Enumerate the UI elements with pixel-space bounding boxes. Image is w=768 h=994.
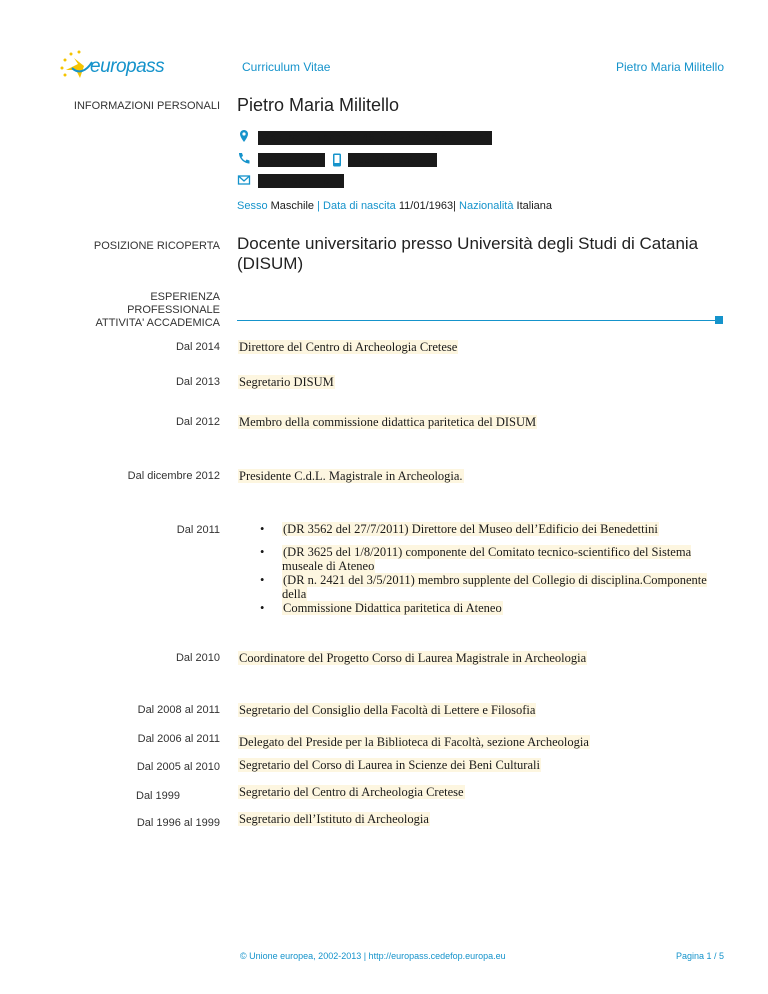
bullet-item: • (DR n. 2421 del 3/5/2011) membro supplente del Collegio di disciplina.Componente della <box>260 573 730 601</box>
bullet-list <box>260 545 730 615</box>
entry-date: Dal dicembre 2012 <box>127 470 220 482</box>
phone-field <box>258 151 437 169</box>
entry-date: Dal 1996 al 1999 <box>136 817 220 829</box>
address-field <box>258 129 492 147</box>
bullet-item: • (DR 3625 del 1/8/2011) componente del Comitato tecnico-scientifico del Sistema museale di Ateneo <box>260 545 730 573</box>
address-redacted: Via Grotte Bianche 146, 95129, Catania (Italia) <box>258 131 492 145</box>
position-title <box>237 234 698 274</box>
location-icon <box>237 129 251 143</box>
entry-date: Dal 1999 <box>136 790 181 802</box>
entry-text: Segretario del Centro di Archeologia Cretese <box>239 785 464 799</box>
entry-text: Segretario dell’Istituto di Archeologia <box>239 812 429 826</box>
header-title: Curriculum Vitae <box>242 60 331 74</box>
section-label-position: POSIZIONE RICOPERTA <box>93 240 220 252</box>
sex-value: Maschile <box>270 200 315 212</box>
entry-date: Dal 2008 al 2011 <box>137 704 220 716</box>
entry-text: Direttore del Centro di Archeologia Cretese <box>239 340 458 354</box>
entry-text: Segretario del Corso di Laurea in Scienze dei Beni Culturali <box>239 758 540 772</box>
footer-page-number: Pagina 1 / 5 <box>675 951 724 961</box>
position-line-1: Docente universitario presso Università degli Studi di Catania <box>237 234 699 253</box>
email-icon <box>237 173 251 187</box>
experience-label-1: ESPERIENZA <box>150 291 220 303</box>
phone-redacted: +390957102 <box>258 153 325 167</box>
person-name: Pietro Maria Militello <box>237 95 400 115</box>
entry-date: Dal 2005 al 2010 <box>136 761 220 773</box>
experience-label-3: ATTIVITA' ACCADEMICA <box>95 317 220 329</box>
footer-copyright: © Unione europea, 2002-2013 | http://europass.cedefop.europa.eu <box>240 951 506 961</box>
entry-text: Segretario del Consiglio della Facoltà di Lettere e Filosofia <box>239 703 536 717</box>
entry-date: Dal 2012 <box>175 416 220 428</box>
experience-label-2: PROFESSIONALE <box>127 304 220 316</box>
email-field <box>258 172 344 190</box>
section-label-experience <box>95 291 220 330</box>
separator: | <box>317 200 320 212</box>
europass-logo-text: europass <box>90 56 165 77</box>
bullet-item: • (DR 3562 del 27/7/2011) Direttore del Museo dell’Edificio dei Benedettini <box>260 522 659 536</box>
sex-label: Sesso <box>237 200 268 212</box>
personal-details-line <box>237 200 552 212</box>
email-redacted: militello@unict.it <box>258 174 344 188</box>
mobile-icon <box>332 153 342 167</box>
section-divider-square <box>715 316 723 324</box>
entry-text: Coordinatore del Progetto Corso di Laurea Magistrale in Archeologia <box>239 651 587 665</box>
birth-label: Data di nascita <box>323 200 396 212</box>
entry-date: Dal 2014 <box>175 341 220 353</box>
birth-value: 11/01/1963| <box>398 200 456 212</box>
header-name: Pietro Maria Militello <box>615 60 724 74</box>
nationality-value: Italiana <box>516 200 552 212</box>
entry-date: Dal 2013 <box>175 376 220 388</box>
entry-date: Dal 2010 <box>175 652 220 664</box>
entry-text: Delegato del Preside per la Biblioteca di Facoltà, sezione Archeologia <box>239 735 589 749</box>
entry-date: Dal 2011 <box>176 524 220 536</box>
entry-text: Presidente C.d.L. Magistrale in Archeologia. <box>239 469 463 483</box>
bullet-list <box>260 522 659 536</box>
phone-icon <box>237 151 251 165</box>
section-label-personal: INFORMAZIONI PERSONALI <box>73 100 220 112</box>
entry-date: Dal 2006 al 2011 <box>137 733 220 745</box>
entry-text: Segretario DISUM <box>239 375 334 389</box>
bullet-item: • Commissione Didattica paritetica di Ateneo <box>260 601 730 615</box>
entry-text: Membro della commissione didattica paritetica del DISUM <box>239 415 537 429</box>
nationality-label: Nazionalità <box>459 200 514 212</box>
europass-logo <box>56 48 166 82</box>
section-divider <box>237 320 715 321</box>
position-line-2: (DISUM) <box>237 254 304 273</box>
mobile-redacted: +39 3474958010 <box>348 153 437 167</box>
